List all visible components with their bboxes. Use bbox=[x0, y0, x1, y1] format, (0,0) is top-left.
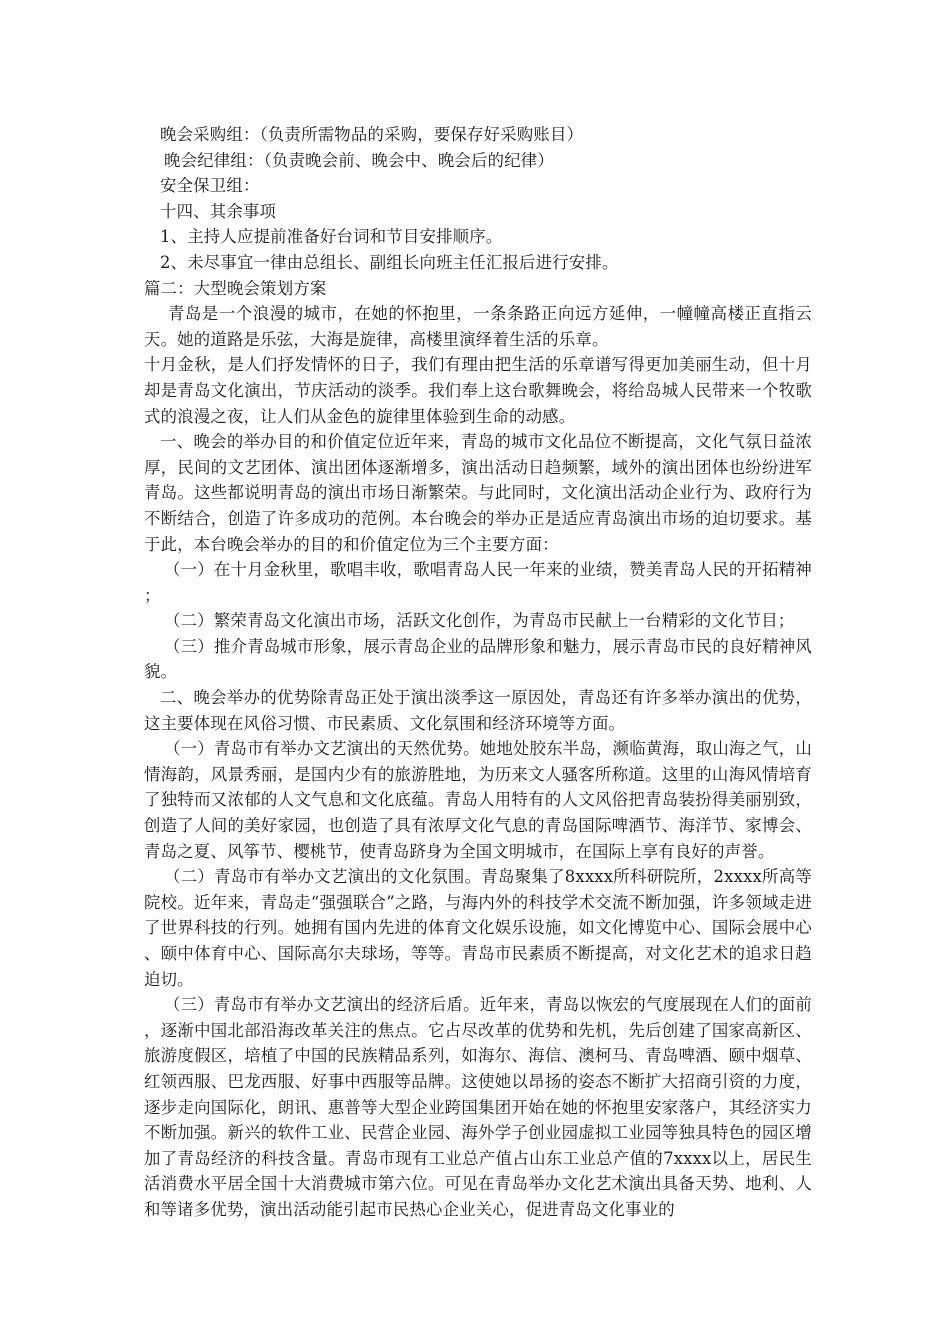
paragraph: （三）青岛市有举办文艺演出的经济后盾。近年来，青岛以恢宏的气度展现在人们的面前，逐渐中国北部沿海改革关注的焦点。它占尽改革的优势和先机，先后创建了国家高新区、旅游度假区，培植了中国的民族精品系列，如海尔、海信、澳柯马、青岛啤酒、颐中烟草、红领西服、巴龙西服、好事中西服等品牌。这使她以昂扬的姿态不断扩大招商引资的力度，逐步走向国际化，朗讯、惠普等大型企业跨国集团开始在她的怀抱里安家落户，其经济实力不断加强。新兴的软件工业、民营企业园、海外学子创业园虚拟工业园等独具特色的园区增加了青岛经济的科技含量。青岛市现有工业总产值占山东工业总产值的7xxxx以上，居民生活消费水平居全国十大消费城市第六位。可见在青岛举办文化艺术演出具备天势、地利、人和等诸多优势，演出活动能引起市民热心企业关心，促进青岛文化事业的 bbox=[144, 995, 812, 1219]
text-line: 1、主持人应提前准备好台词和节目安排顺序。 bbox=[160, 227, 503, 247]
document-page bbox=[144, 122, 812, 1223]
paragraph: （一）青岛市有举办文艺演出的天然优势。她地处胶东半岛，濒临黄海，取山海之气，山情海韵，风景秀丽，是国内少有的旅游胜地，为历来文人骚客所称道。这里的山海风情培育了独特而又浓郁的人文气息和文化底蕴。青岛人用特有的人文风俗把青岛装扮得美丽别致，创造了人间的美好家园，也创造了具有浓厚文化气息的青岛国际啤酒节、海洋节、家博会、青岛之夏、风筝节、樱桃节，使青岛跻身为全国文明城市，在国际上享有良好的声誉。 bbox=[144, 739, 812, 861]
paragraph: （一）在十月金秋里，歌唱丰收，歌唱青岛人民一年来的业绩，赞美青岛人民的开拓精神； bbox=[144, 560, 812, 605]
text-line: 2、未尽事宜一律由总组长、副组长向班主任汇报后进行安排。 bbox=[160, 252, 619, 272]
paragraph: 十月金秋，是人们抒发情怀的日子，我们有理由把生活的乐章谱写得更加美丽生动，但十月却是青岛文化演出，节庆活动的淡季。我们奉上这台歌舞晚会，将给岛城人民带来一个牧歌式的浪漫之夜，让人们从金色的旋律里体验到生命的动感。 bbox=[144, 355, 812, 426]
paragraph: 一、晚会的举办目的和价值定位近年来，青岛的城市文化品位不断提高，文化气氛日益浓厚，民间的文艺团体、演出团体逐渐增多，演出活动日趋频繁，域外的演出团体也纷纷进军青岛。这些都说明青岛的演出市场日渐繁荣。与此同时，文化演出活动企业行为、政府行为不断结合，创造了许多成功的范例。本台晚会的举办正是适应青岛演出市场的迫切要求。基于此，本台晚会举办的目的和价值定位为三个主要方面： bbox=[144, 432, 812, 554]
paragraph: （二）青岛市有举办文艺演出的文化氛围。青岛聚集了8xxxx所科研院所，2xxxx所高等院校。近年来，青岛走“强强联合”之路，与海内外的科技学术交流不断加强，许多领域走进了世界科技的行列。她拥有国内先进的体育文化娱乐设施，如文化博览中心、国际会展中心、颐中体育中心、国际高尔夫球场，等等。青岛市民素质不断提高，对文化艺术的追求日趋迫切。 bbox=[144, 867, 812, 989]
paragraph: （二）繁荣青岛文化演出市场，活跃文化创作，为青岛市民献上一台精彩的文化节目； bbox=[164, 611, 795, 631]
text-line: 晚会纪律组：（负责晚会前、晚会中、晚会后的纪律） bbox=[164, 150, 554, 170]
document-title: 篇二：大型晚会策划方案 bbox=[144, 278, 327, 298]
paragraph: 二、晚会举办的优势除青岛正处于演出淡季这一原因处，青岛还有许多举办演出的优势，这主要体现在风俗习惯、市民素质、文化氛围和经济环境等方面。 bbox=[144, 688, 812, 733]
text-line: 安全保卫组： bbox=[160, 176, 260, 196]
paragraph: 青岛是一个浪漫的城市，在她的怀抱里，一条条路正向远方延伸，一幢幢高楼正直指云天。她的道路是乐弦，大海是旋律，高楼里演绎着生活的乐章。 bbox=[144, 304, 812, 349]
paragraph: （三）推介青岛城市形象，展示青岛企业的品牌形象和魅力，展示青岛市民的良好精神风貌。 bbox=[144, 636, 812, 682]
text-line: 晚会采购组：（负责所需物品的采购，要保存好采购账目） bbox=[160, 125, 584, 144]
section-heading: 十四、其余事项 bbox=[160, 201, 277, 221]
